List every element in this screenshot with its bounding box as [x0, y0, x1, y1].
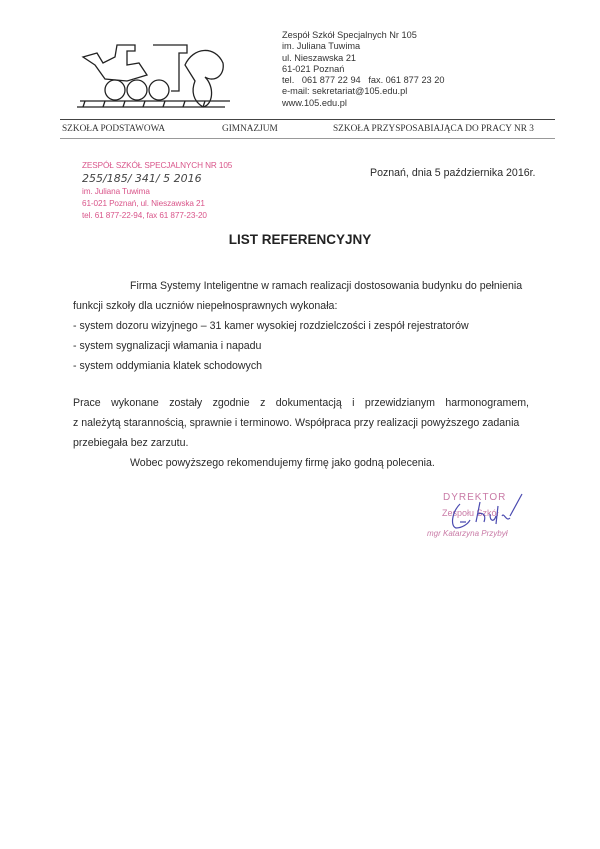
- school-phone: tel. 061 877 22 94 fax. 061 877 23 20: [282, 75, 445, 86]
- bullet-item: - system oddymiania klatek schodowych: [73, 360, 263, 372]
- header-rule-bottom: [60, 138, 555, 139]
- paragraph-2-line-2: z należytą starannością, sprawnie i terminowo. Współpraca przy realizacji powyższego zadania: [73, 417, 520, 429]
- handwritten-signature-icon: [440, 492, 540, 537]
- school-city: 61-021 Poznań: [282, 63, 345, 74]
- stamp-line-4: tel. 61 877-22-94, fax 61 877-23-20: [82, 211, 207, 220]
- reference-number: 255/185/ 341/ 5 2016: [82, 172, 202, 185]
- paragraph-2-line-3: przebiegała bez zarzutu.: [73, 437, 189, 449]
- letter-title: LIST REFERENCYJNY: [228, 232, 372, 247]
- school-street: ul. Nieszawska 21: [282, 52, 357, 63]
- school-website: www.105.edu.pl: [282, 97, 347, 108]
- tier-primary: SZKOŁA PODSTAWOWA: [62, 124, 166, 134]
- paragraph-2-line-1: Prace wykonane zostały zgodnie z dokumentacją i przewidzianym harmonogramem,: [73, 397, 529, 409]
- stamp-line-3: 61-021 Poznań, ul. Nieszawska 21: [82, 199, 205, 208]
- school-patron: im. Juliana Tuwima: [282, 41, 361, 52]
- signature-name: mgr Katarzyna Przybył: [427, 529, 508, 538]
- stamp-line-1: ZESPÓŁ SZKÓŁ SPECJALNYCH NR 105: [82, 161, 233, 170]
- signature-title: DYREKTOR: [443, 492, 507, 503]
- tier-vocational: SZKOŁA PRZYSPOSABIAJĄCA DO PRACY NR 3: [333, 124, 534, 134]
- paragraph-3: Wobec powyższego rekomendujemy firmę jako godną polecenia.: [130, 457, 435, 469]
- school-name: Zespół Szkół Specjalnych Nr 105: [282, 30, 417, 40]
- stamp-line-2: im. Juliana Tuwima: [82, 187, 150, 196]
- date-line: Poznań, dnia 5 października 2016r.: [370, 167, 536, 179]
- bullet-item: - system dozoru wizyjnego – 31 kamer wysokiej rozdzielczości i zespół rejestratorów: [73, 320, 469, 332]
- school-email: e-mail: sekretariat@105.edu.pl: [282, 86, 408, 97]
- signature-org: Zespołu Szkół: [442, 508, 499, 518]
- paragraph-1-line-1: Firma Systemy Inteligentne w ramach realizacji dostosowania budynku do pełnienia: [130, 280, 523, 292]
- letterhead-address: [282, 30, 444, 109]
- school-logo-icon: [75, 35, 235, 110]
- header-rule-top: [60, 119, 555, 120]
- bullet-item: - system sygnalizacji włamania i napadu: [73, 340, 262, 352]
- paragraph-1-line-2: funkcji szkoły dla uczniów niepełnosprawnych wykonała:: [73, 300, 338, 312]
- tier-gymnasium: GIMNAZJUM: [222, 124, 278, 134]
